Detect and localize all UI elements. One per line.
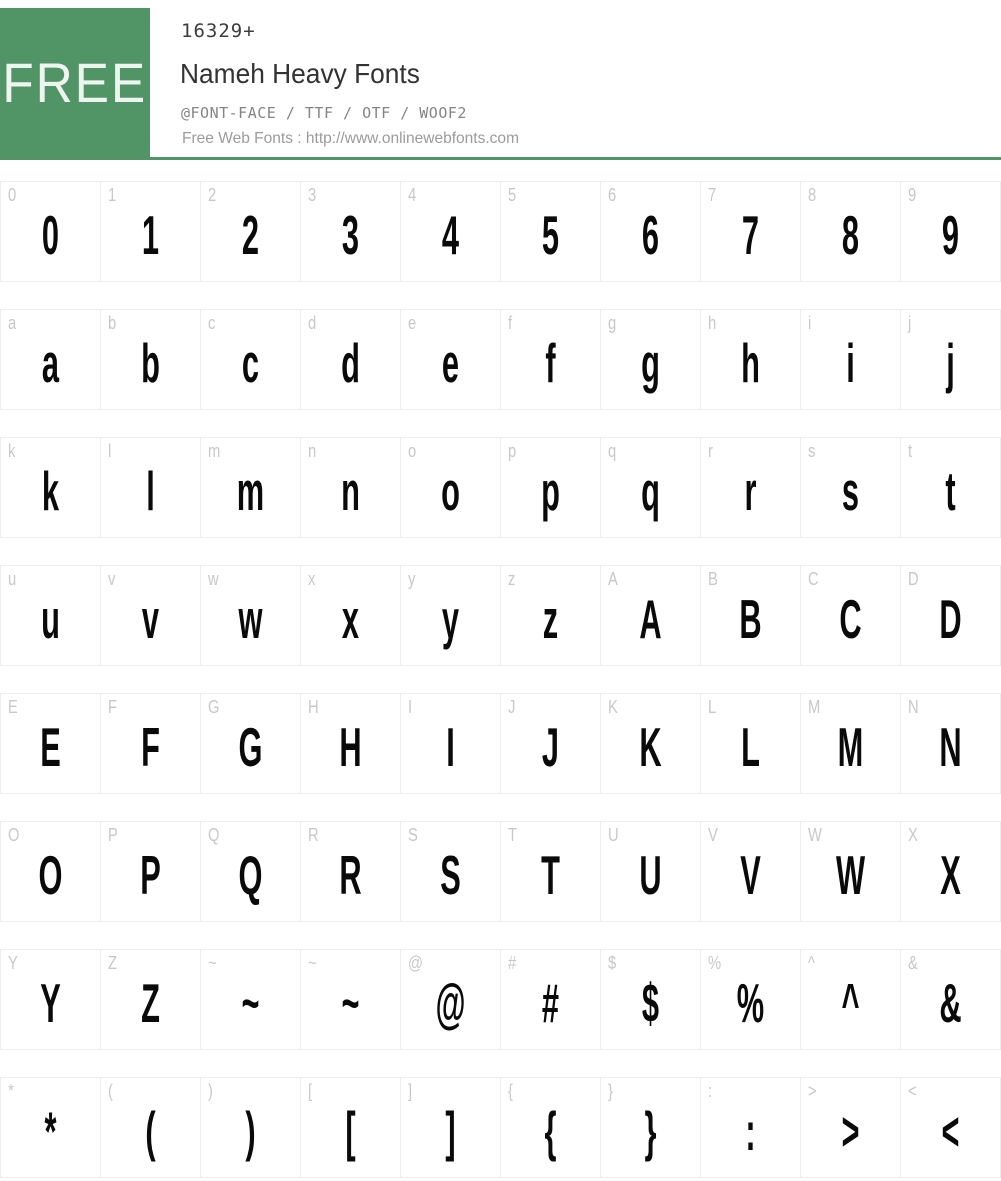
char-label: H xyxy=(308,697,319,717)
char-label: 8 xyxy=(808,185,817,205)
char-glyph: G xyxy=(238,716,263,778)
char-label: } xyxy=(608,1081,613,1101)
char-cell xyxy=(400,1077,501,1178)
char-cell xyxy=(100,181,201,282)
char-cell xyxy=(100,1077,201,1178)
char-label: b xyxy=(108,313,117,333)
char-glyph: 5 xyxy=(541,204,560,266)
char-cell xyxy=(200,821,301,922)
char-cell xyxy=(200,693,301,794)
char-cell xyxy=(800,949,901,1050)
char-cell xyxy=(0,565,101,666)
char-glyph: x xyxy=(341,588,360,650)
char-glyph: p xyxy=(541,460,560,522)
char-glyph: c xyxy=(241,332,260,394)
char-glyph: q xyxy=(641,460,660,522)
char-label: h xyxy=(708,313,717,333)
char-cell xyxy=(800,821,901,922)
char-glyph: d xyxy=(341,332,360,394)
char-cell xyxy=(700,949,801,1050)
char-grid xyxy=(0,181,1001,1178)
char-cell xyxy=(600,565,701,666)
char-cell xyxy=(500,181,601,282)
char-glyph: Z xyxy=(141,972,160,1034)
char-label: A xyxy=(608,569,618,589)
char-cell xyxy=(300,821,401,922)
char-glyph: ~ xyxy=(241,972,260,1034)
char-label: N xyxy=(908,697,919,717)
char-cell xyxy=(400,437,501,538)
char-label: I xyxy=(408,697,413,717)
char-label: B xyxy=(708,569,718,589)
char-label: 6 xyxy=(608,185,617,205)
font-formats-label: @FONT-FACE / TTF / OTF / WOOF2 xyxy=(181,104,467,122)
char-glyph: 4 xyxy=(441,204,460,266)
char-glyph: J xyxy=(541,716,560,778)
char-glyph: a xyxy=(41,332,60,394)
char-cell xyxy=(900,437,1001,538)
char-row xyxy=(0,949,1001,1050)
char-label: s xyxy=(808,441,816,461)
char-cell xyxy=(900,565,1001,666)
char-cell xyxy=(0,693,101,794)
char-glyph: w xyxy=(238,588,263,650)
char-glyph: ^ xyxy=(841,972,860,1034)
char-label: r xyxy=(708,441,713,461)
char-cell xyxy=(400,949,501,1050)
char-cell xyxy=(900,181,1001,282)
char-label: a xyxy=(8,313,17,333)
char-glyph: ) xyxy=(245,1100,256,1162)
char-label: % xyxy=(708,953,722,973)
char-glyph: 8 xyxy=(841,204,860,266)
char-cell xyxy=(500,437,601,538)
char-glyph: ] xyxy=(445,1100,456,1162)
char-label: K xyxy=(608,697,618,717)
char-label: ] xyxy=(408,1081,413,1101)
char-cell xyxy=(600,309,701,410)
char-cell xyxy=(400,181,501,282)
char-label: y xyxy=(408,569,416,589)
char-cell xyxy=(800,437,901,538)
char-glyph: r xyxy=(744,460,757,522)
char-label: 1 xyxy=(108,185,117,205)
char-label: # xyxy=(508,953,517,973)
char-label: 0 xyxy=(8,185,17,205)
char-glyph: n xyxy=(341,460,360,522)
char-glyph: L xyxy=(741,716,760,778)
char-glyph: E xyxy=(40,716,61,778)
char-cell xyxy=(0,821,101,922)
char-label: m xyxy=(208,441,221,461)
char-glyph: V xyxy=(740,844,761,906)
char-glyph: C xyxy=(839,588,862,650)
char-cell xyxy=(700,1077,801,1178)
char-label: F xyxy=(108,697,118,717)
char-glyph: S xyxy=(440,844,461,906)
char-glyph: l xyxy=(146,460,155,522)
char-label: z xyxy=(508,569,516,589)
char-cell xyxy=(900,1077,1001,1178)
char-glyph: I xyxy=(446,716,455,778)
free-badge-label: FREE xyxy=(2,50,148,114)
char-cell xyxy=(600,437,701,538)
char-glyph: g xyxy=(641,332,660,394)
char-label: P xyxy=(108,825,118,845)
char-cell xyxy=(800,309,901,410)
char-cell xyxy=(100,309,201,410)
page-header xyxy=(0,0,1001,160)
char-cell xyxy=(500,821,601,922)
char-label: * xyxy=(8,1081,14,1101)
char-cell xyxy=(900,693,1001,794)
char-glyph: O xyxy=(38,844,63,906)
char-glyph: { xyxy=(544,1100,557,1162)
char-glyph: & xyxy=(939,972,962,1034)
char-label: l xyxy=(108,441,112,461)
char-label: 9 xyxy=(908,185,917,205)
char-cell xyxy=(400,309,501,410)
char-label: G xyxy=(208,697,220,717)
char-glyph: P xyxy=(140,844,161,906)
char-cell xyxy=(800,1077,901,1178)
char-cell xyxy=(0,1077,101,1178)
char-cell xyxy=(500,309,601,410)
char-cell xyxy=(0,181,101,282)
char-cell xyxy=(200,437,301,538)
char-label: < xyxy=(908,1081,917,1101)
char-label: u xyxy=(8,569,17,589)
char-glyph: < xyxy=(941,1100,960,1162)
char-glyph: H xyxy=(339,716,362,778)
char-label: 7 xyxy=(708,185,717,205)
char-glyph: W xyxy=(835,844,866,906)
char-glyph: F xyxy=(141,716,160,778)
char-label: V xyxy=(708,825,718,845)
char-glyph: B xyxy=(739,588,762,650)
char-cell xyxy=(700,309,801,410)
char-glyph: % xyxy=(736,972,765,1034)
char-cell xyxy=(600,693,701,794)
char-label: R xyxy=(308,825,319,845)
char-glyph: @ xyxy=(435,972,466,1034)
char-glyph: i xyxy=(846,332,855,394)
char-glyph: : xyxy=(745,1100,756,1162)
char-cell xyxy=(200,181,301,282)
char-cell xyxy=(100,949,201,1050)
char-cell xyxy=(700,693,801,794)
char-glyph: f xyxy=(545,332,556,394)
char-glyph: 2 xyxy=(241,204,260,266)
char-cell xyxy=(700,181,801,282)
char-label: & xyxy=(908,953,918,973)
char-row xyxy=(0,1077,1001,1178)
char-glyph: Q xyxy=(238,844,263,906)
char-cell xyxy=(800,693,901,794)
char-label: e xyxy=(408,313,417,333)
char-cell xyxy=(500,1077,601,1178)
char-label: { xyxy=(508,1081,513,1101)
char-cell xyxy=(200,309,301,410)
char-label: 5 xyxy=(508,185,517,205)
char-cell xyxy=(0,309,101,410)
char-glyph: } xyxy=(644,1100,657,1162)
char-glyph: $ xyxy=(641,972,660,1034)
char-label: C xyxy=(808,569,819,589)
char-glyph: M xyxy=(837,716,864,778)
char-label: x xyxy=(308,569,316,589)
char-row xyxy=(0,437,1001,538)
char-cell xyxy=(500,693,601,794)
char-cell xyxy=(400,693,501,794)
char-cell xyxy=(600,181,701,282)
char-glyph: u xyxy=(41,588,60,650)
char-label: X xyxy=(908,825,918,845)
char-glyph: j xyxy=(946,332,955,394)
char-label: f xyxy=(508,313,513,333)
char-label: S xyxy=(408,825,418,845)
char-glyph: s xyxy=(841,460,860,522)
char-label: n xyxy=(308,441,317,461)
char-glyph: ~ xyxy=(341,972,360,1034)
char-cell xyxy=(300,565,401,666)
char-label: L xyxy=(708,697,717,717)
char-cell xyxy=(200,949,301,1050)
char-label: Q xyxy=(208,825,220,845)
char-glyph: A xyxy=(639,588,662,650)
char-glyph: T xyxy=(541,844,560,906)
char-cell xyxy=(400,821,501,922)
char-label: ^ xyxy=(808,953,815,973)
free-badge xyxy=(0,8,150,157)
char-glyph: t xyxy=(945,460,956,522)
char-label: T xyxy=(508,825,518,845)
char-label: c xyxy=(208,313,216,333)
char-label: @ xyxy=(408,953,423,973)
char-glyph: U xyxy=(639,844,662,906)
char-cell xyxy=(500,949,601,1050)
char-cell xyxy=(200,1077,301,1178)
char-glyph: m xyxy=(236,460,265,522)
char-cell xyxy=(900,309,1001,410)
char-cell xyxy=(100,565,201,666)
char-row xyxy=(0,565,1001,666)
char-cell xyxy=(300,1077,401,1178)
char-label: : xyxy=(708,1081,713,1101)
char-cell xyxy=(800,565,901,666)
char-glyph: e xyxy=(441,332,460,394)
char-label: Y xyxy=(8,953,18,973)
char-label: W xyxy=(808,825,822,845)
char-label: ~ xyxy=(208,953,217,973)
char-glyph: 0 xyxy=(41,204,60,266)
char-cell xyxy=(600,821,701,922)
char-label: $ xyxy=(608,953,617,973)
char-glyph: X xyxy=(940,844,961,906)
char-label: w xyxy=(208,569,219,589)
char-glyph: v xyxy=(141,588,160,650)
char-label: p xyxy=(508,441,517,461)
char-cell xyxy=(700,821,801,922)
char-label: J xyxy=(508,697,516,717)
char-glyph: K xyxy=(639,716,662,778)
char-label: g xyxy=(608,313,617,333)
page-title: Nameh Heavy Fonts xyxy=(180,58,420,89)
char-glyph: 6 xyxy=(641,204,660,266)
char-row xyxy=(0,181,1001,282)
char-label: ~ xyxy=(308,953,317,973)
char-label: v xyxy=(108,569,116,589)
char-cell xyxy=(700,437,801,538)
char-glyph: 7 xyxy=(741,204,760,266)
char-glyph: R xyxy=(339,844,362,906)
char-glyph: h xyxy=(741,332,760,394)
char-row xyxy=(0,309,1001,410)
char-glyph: D xyxy=(939,588,962,650)
char-glyph: y xyxy=(441,588,460,650)
char-glyph: 3 xyxy=(341,204,360,266)
source-url-link[interactable]: Free Web Fonts : http://www.onlinewebfonts.com xyxy=(182,130,519,147)
char-label: i xyxy=(808,313,812,333)
char-label: 4 xyxy=(408,185,417,205)
char-label: Z xyxy=(108,953,118,973)
char-glyph: N xyxy=(939,716,962,778)
char-cell xyxy=(300,309,401,410)
char-cell xyxy=(300,181,401,282)
char-label: ) xyxy=(208,1081,213,1101)
char-label: o xyxy=(408,441,417,461)
char-label: k xyxy=(8,441,16,461)
char-glyph: Y xyxy=(40,972,61,1034)
char-glyph: 9 xyxy=(941,204,960,266)
char-cell xyxy=(800,181,901,282)
char-cell xyxy=(600,1077,701,1178)
char-glyph: * xyxy=(44,1100,57,1162)
char-label: 3 xyxy=(308,185,317,205)
char-label: d xyxy=(308,313,317,333)
char-cell xyxy=(500,565,601,666)
char-label: D xyxy=(908,569,919,589)
char-cell xyxy=(300,437,401,538)
char-label: [ xyxy=(308,1081,313,1101)
char-glyph: # xyxy=(541,972,560,1034)
char-label: 2 xyxy=(208,185,217,205)
char-cell xyxy=(300,693,401,794)
char-label: U xyxy=(608,825,619,845)
char-label: j xyxy=(908,313,912,333)
char-label: t xyxy=(908,441,913,461)
char-row xyxy=(0,693,1001,794)
char-cell xyxy=(0,437,101,538)
char-glyph: b xyxy=(141,332,160,394)
char-cell xyxy=(400,565,501,666)
char-cell xyxy=(100,437,201,538)
char-cell xyxy=(300,949,401,1050)
char-label: > xyxy=(808,1081,817,1101)
char-cell xyxy=(100,821,201,922)
char-glyph: 1 xyxy=(141,204,160,266)
char-label: M xyxy=(808,697,821,717)
char-glyph: o xyxy=(441,460,460,522)
char-label: E xyxy=(8,697,18,717)
char-cell xyxy=(600,949,701,1050)
char-cell xyxy=(0,949,101,1050)
char-label: q xyxy=(608,441,617,461)
char-cell xyxy=(100,693,201,794)
char-glyph: k xyxy=(41,460,60,522)
char-cell xyxy=(900,949,1001,1050)
char-cell xyxy=(200,565,301,666)
char-glyph: > xyxy=(841,1100,860,1162)
char-glyph: [ xyxy=(345,1100,356,1162)
font-counter: 16329+ xyxy=(181,20,256,42)
char-row xyxy=(0,821,1001,922)
char-cell xyxy=(900,821,1001,922)
char-glyph: ( xyxy=(145,1100,156,1162)
char-label: O xyxy=(8,825,20,845)
char-label: ( xyxy=(108,1081,113,1101)
char-cell xyxy=(700,565,801,666)
char-glyph: z xyxy=(542,588,559,650)
